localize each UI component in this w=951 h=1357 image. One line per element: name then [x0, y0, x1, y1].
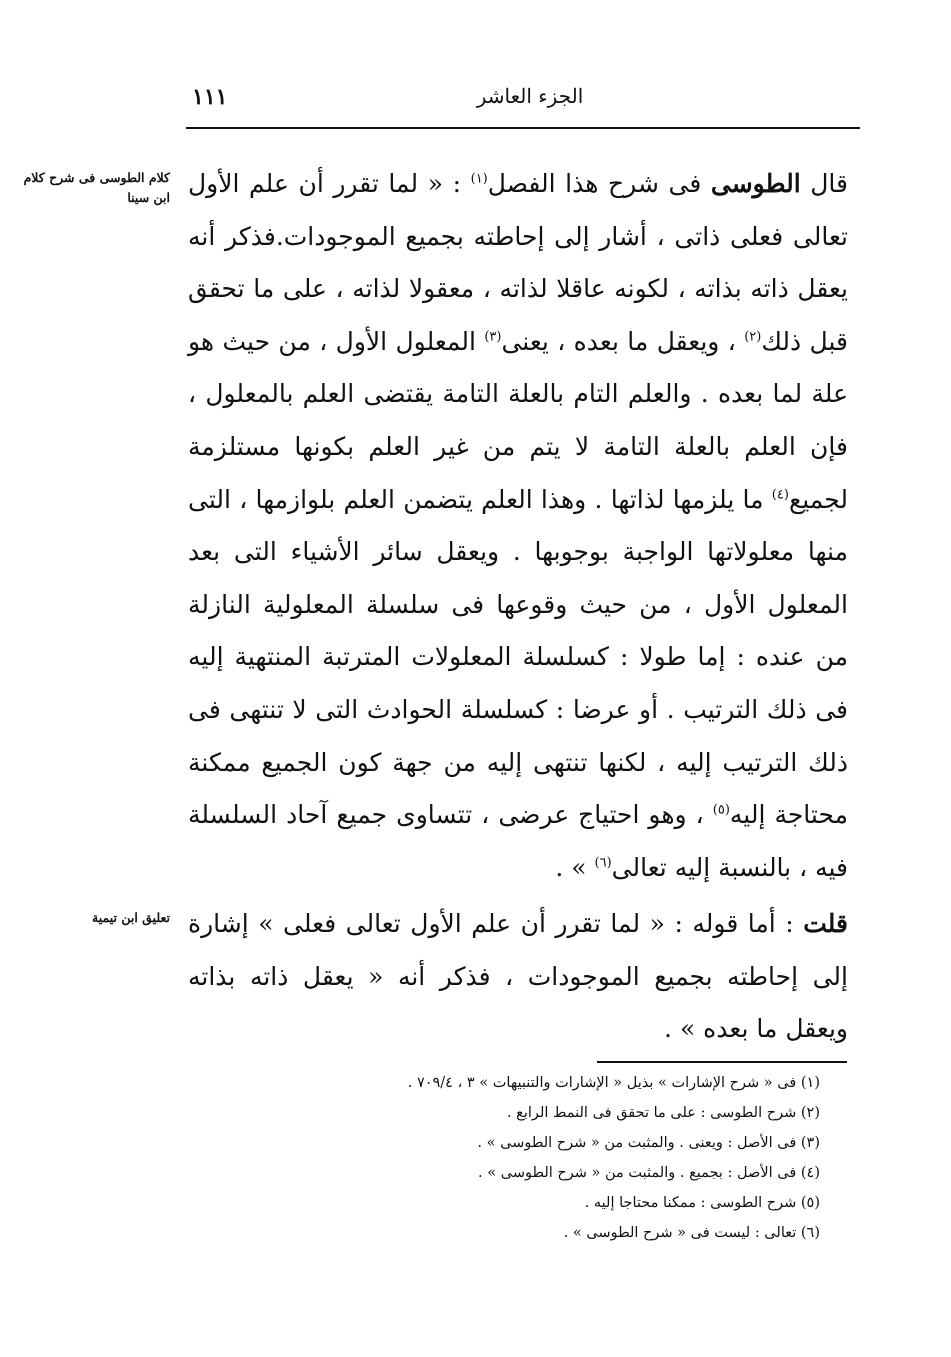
footnote-ref-2: (٢) [744, 329, 762, 345]
paragraph-text: ، ويعقل ما بعده ، يعنى [501, 326, 736, 356]
running-head: الجزء العاشر [476, 84, 584, 108]
footnote-ref-3: (٣) [484, 329, 502, 345]
margin-note-ibn-taymiyya-comment: تعليق ابن تيمية [92, 910, 170, 925]
footnote-ref-4: (٤) [771, 487, 789, 503]
footnote-separator [597, 1061, 847, 1063]
footnote-ref-6: (٦) [594, 855, 612, 871]
margin-note-tusi-commentary: كلام الطوسى فى شرح كلام ابن سينا [23, 170, 170, 205]
paragraph-lead-name: الطوسى [710, 169, 801, 198]
paragraph-text: » . [555, 852, 587, 882]
paragraph-text: ، وهو احتياج عرضى ، تتساوى جميع آحاد السلسلة فيه ، بالنسبة إليه تعالى [188, 800, 848, 882]
paragraph-text: فى شرح هذا الفصل [487, 169, 702, 198]
paragraph-lead-qultu: قلت [803, 909, 849, 938]
footnote-ref-1: (١) [470, 171, 488, 187]
footnote-item: (٥) شرح الطوسى : ممكنا محتاجا إليه . [584, 1195, 820, 1211]
footnote-item: (٦) تعالى : ليست فى « شرح الطوسى » . [563, 1225, 820, 1241]
paragraph-ibn-taymiyya-reply [188, 898, 848, 1056]
footnotes-list [300, 1068, 820, 1248]
paragraph-text: ما يلزمها لذاتها . وهذا العلم يتضمن العلم بلوازمها ، التى منها معلولاتها الواجبة بوجوبها . ويعقل سائر الأشياء التى بعد المعلول الأول ، من حيث وقوعها فى سلسلة المعلولية النازلة من عنده : إما طولا : كسلسلة المعلولات المترتبة المنتهية إليه فى ذلك الترتيب . أو عرضا : كسلسلة الحوادث التى لا تنتهى فى ذلك الترتيب إليه ، لكنها تنتهى إليه من جهة كون الجميع ممكنة محتاجة إليه [188, 484, 848, 830]
paragraph-lead: قال [810, 169, 848, 198]
footnote-ref-5: (٥) [712, 802, 730, 818]
footnote-item: (٢) شرح الطوسى : على ما تحقق فى النمط الرابع . [506, 1105, 820, 1121]
page-number: ١١١ [192, 84, 228, 110]
paragraph-text: : أما قوله : « لما تقرر أن علم الأول تعالى فعلى » إشارة إلى إحاطته بجميع الموجودات ، فذكر أنه « يعقل ذاته بذاته ويعقل ما بعده » . [188, 909, 848, 1044]
footnote-item: (٣) فى الأصل : ويعنى . والمثبت من « شرح الطوسى » . [477, 1135, 820, 1151]
paragraph-tusi-quote [188, 158, 848, 894]
footnote-item: (١) فى « شرح الإشارات » بذيل « الإشارات والتنبيهات » ٣ ، ٧٠٩/٤ . [407, 1075, 820, 1091]
header-rule [186, 127, 860, 129]
footnote-item: (٤) فى الأصل : بجميع . والمثبت من « شرح الطوسى » . [478, 1165, 820, 1181]
paragraph-text: المعلول الأول ، من حيث هو علة لما بعده . والعلم التام بالعلة التامة يقتضى العلم بالمعلول ، فإن العلم بالعلة التامة لا يتم من غير العلم بكونها مستلزمة لجميع [188, 326, 848, 514]
paragraph-text: : « لما تقرر أن علم الأول تعالى فعلى ذاتى ، أشار إلى إحاطته بجميع الموجودات.فذكر أنه يعقل ذاته بذاته ، لكونه عاقلا لذاته ، معقولا لذاته ، على ما تحقق قبل ذلك [188, 169, 848, 356]
